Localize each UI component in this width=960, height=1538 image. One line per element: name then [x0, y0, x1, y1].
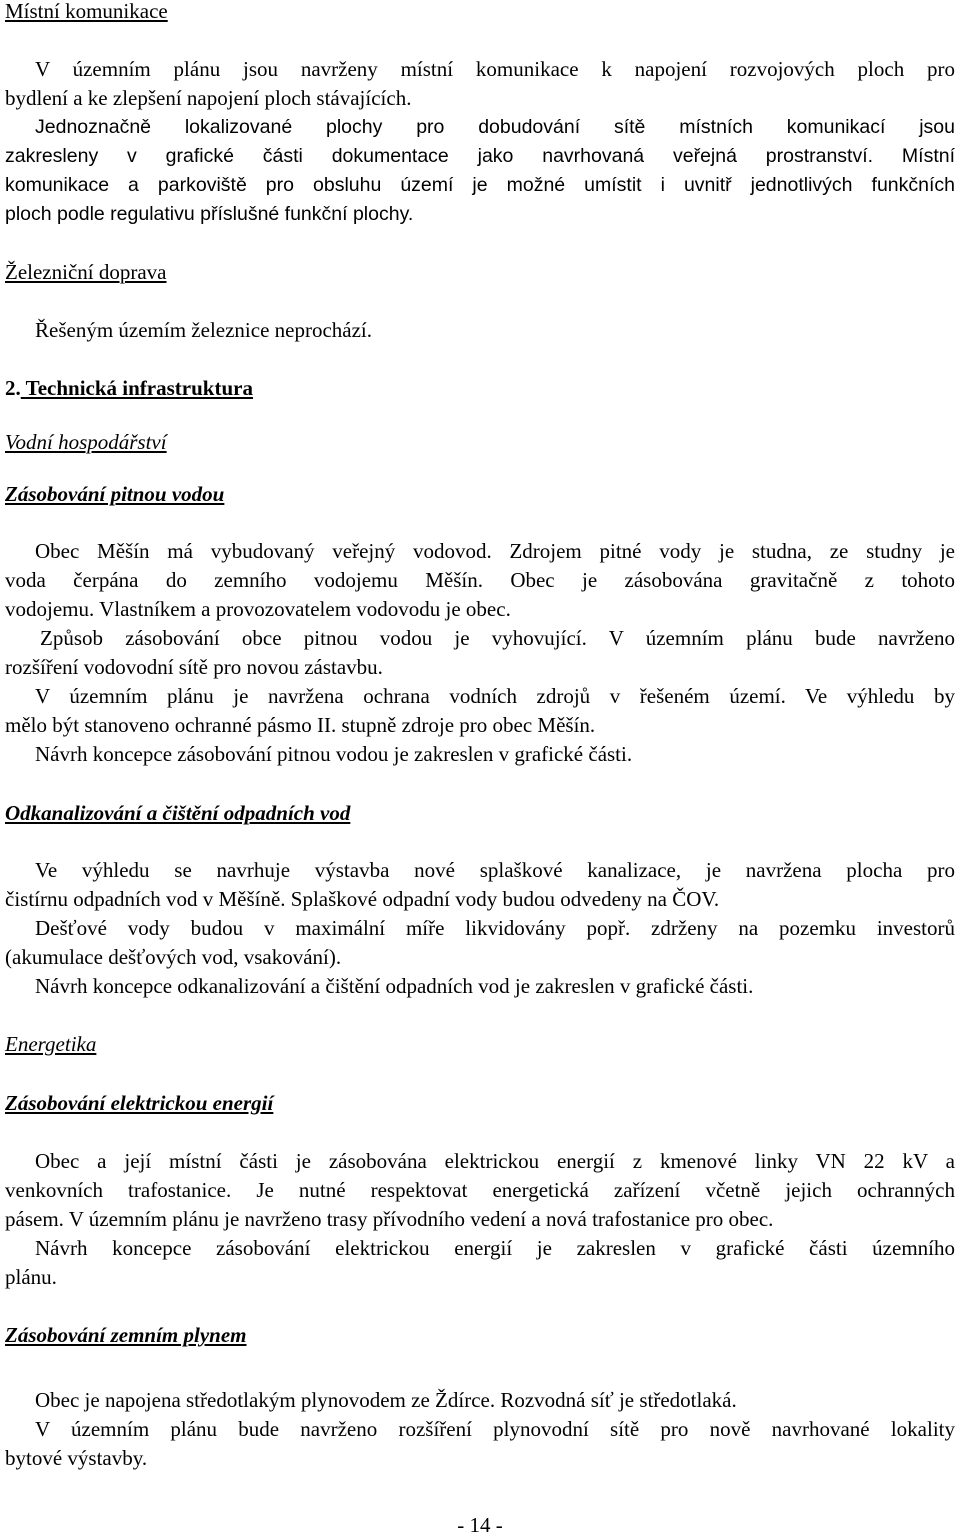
paragraph-voda	[5, 537, 955, 769]
text-line: mělo být stanoveno ochranné pásmo II. stupně zdroje pro obec Měšín.	[5, 713, 596, 737]
heading-vodni-hospodarstvi: Vodní hospodářství	[5, 430, 167, 454]
heading-mistni-komunikace: Místní komunikace	[5, 0, 168, 23]
paragraph-elektro	[5, 1147, 955, 1292]
heading-zasobovani-elektrickou: Zásobování elektrickou energií	[5, 1091, 274, 1115]
page-number: - 14 -	[457, 1513, 503, 1537]
heading-zeleznicni-doprava: Železniční doprava	[5, 260, 167, 284]
text-line: Řešeným územím železnice neprochází.	[35, 318, 373, 342]
text-line: V územním plánu jsou navrženy místní komunikace k napojení rozvojových ploch pro	[35, 57, 955, 81]
text-line: V územním plánu je navržena ochrana vodních zdrojů v řešeném území. Ve výhledu by	[35, 684, 955, 708]
text-line: čistírnu odpadních vod v Měšíně. Splaškové odpadní vody budou odvedeny na ČOV.	[5, 887, 720, 911]
text-line: Ve výhledu se navrhuje výstavba nové splaškové kanalizace, je navržena plocha pro	[35, 858, 955, 882]
text-line: voda čerpána do zemního vodojemu Měšín. Obec je zásobována gravitačně z tohoto	[5, 568, 955, 592]
heading-zasobovani-pitnou-vodou: Zásobování pitnou vodou	[5, 482, 225, 506]
text-line: Obec je napojena středotlakým plynovodem ze Ždírce. Rozvodná síť je středotlaká.	[35, 1388, 737, 1412]
text-line: Návrh koncepce zásobování elektrickou energií je zakreslen v grafické části územního	[35, 1236, 955, 1260]
text-line: V územním plánu bude navrženo rozšíření plynovodní sítě pro nově navrhované lokality	[35, 1417, 955, 1441]
text-line: venkovních trafostanice. Je nutné respektovat energetická zařízení včetně jejich ochranných	[5, 1178, 955, 1202]
text-line: Obec a její místní části je zásobována elektrickou energií z kmenové linky VN 22 kV a	[35, 1149, 955, 1173]
text-line: Jednoznačně lokalizované plochy pro dobudování sítě místních komunikací jsou	[35, 116, 955, 138]
text-line: pásem. V územním plánu je navrženo trasy přívodního vedení a nová trafostanice pro obec.	[5, 1207, 774, 1231]
text-line: bydlení a ke zlepšení napojení ploch stávajících.	[5, 86, 412, 110]
text-line: plánu.	[5, 1265, 57, 1289]
text-line: bytové výstavby.	[5, 1446, 148, 1470]
text-line: Návrh koncepce zásobování pitnou vodou je zakreslen v grafické části.	[35, 742, 633, 766]
paragraph-mistni-komunikace	[5, 55, 955, 113]
heading-energetika: Energetika	[5, 1032, 97, 1056]
text-line: Návrh koncepce odkanalizování a čištění odpadních vod je zakreslen v grafické části.	[35, 974, 754, 998]
text-line: vodojemu. Vlastníkem a provozovatelem vodovodu je obec.	[5, 597, 511, 621]
heading-zasobovani-plynem: Zásobování zemním plynem	[5, 1323, 247, 1347]
text-line: Způsob zásobování obce pitnou vodou je vyhovující. V územním plánu bude navrženo	[40, 626, 955, 650]
text-line: ploch podle regulativu příslušné funkční plochy.	[5, 203, 414, 225]
heading-odkanalizovani: Odkanalizování a čištění odpadních vod	[5, 801, 351, 825]
section-title: Technická infrastruktura	[25, 376, 253, 400]
text-line: rozšíření vodovodní sítě pro novou zástavbu.	[5, 655, 383, 679]
text-line: komunikace a parkoviště pro obsluhu území je možné umístit i uvnitř jednotlivých funkčních	[5, 174, 955, 196]
paragraph-kanalizace	[5, 856, 955, 1001]
paragraph-zeleznice	[5, 316, 955, 345]
section-number: 2.	[5, 376, 21, 400]
heading-technicka-infrastruktura	[5, 374, 955, 403]
paragraph-plyn	[5, 1386, 955, 1473]
text-line: zakresleny v grafické části dokumentace jako navrhovaná veřejná prostranství. Místní	[5, 145, 955, 167]
text-line: Obec Měšín má vybudovaný veřejný vodovod. Zdrojem pitné vody je studna, ze studny je	[35, 539, 955, 563]
text-line: (akumulace dešťových vod, vsakování).	[5, 945, 342, 969]
text-line: Dešťové vody budou v maximální míře likvidovány popř. zdrženy na pozemku investorů	[35, 916, 955, 940]
paragraph-mistni-komunikace-2	[5, 113, 955, 229]
document-page	[5, 0, 955, 1537]
